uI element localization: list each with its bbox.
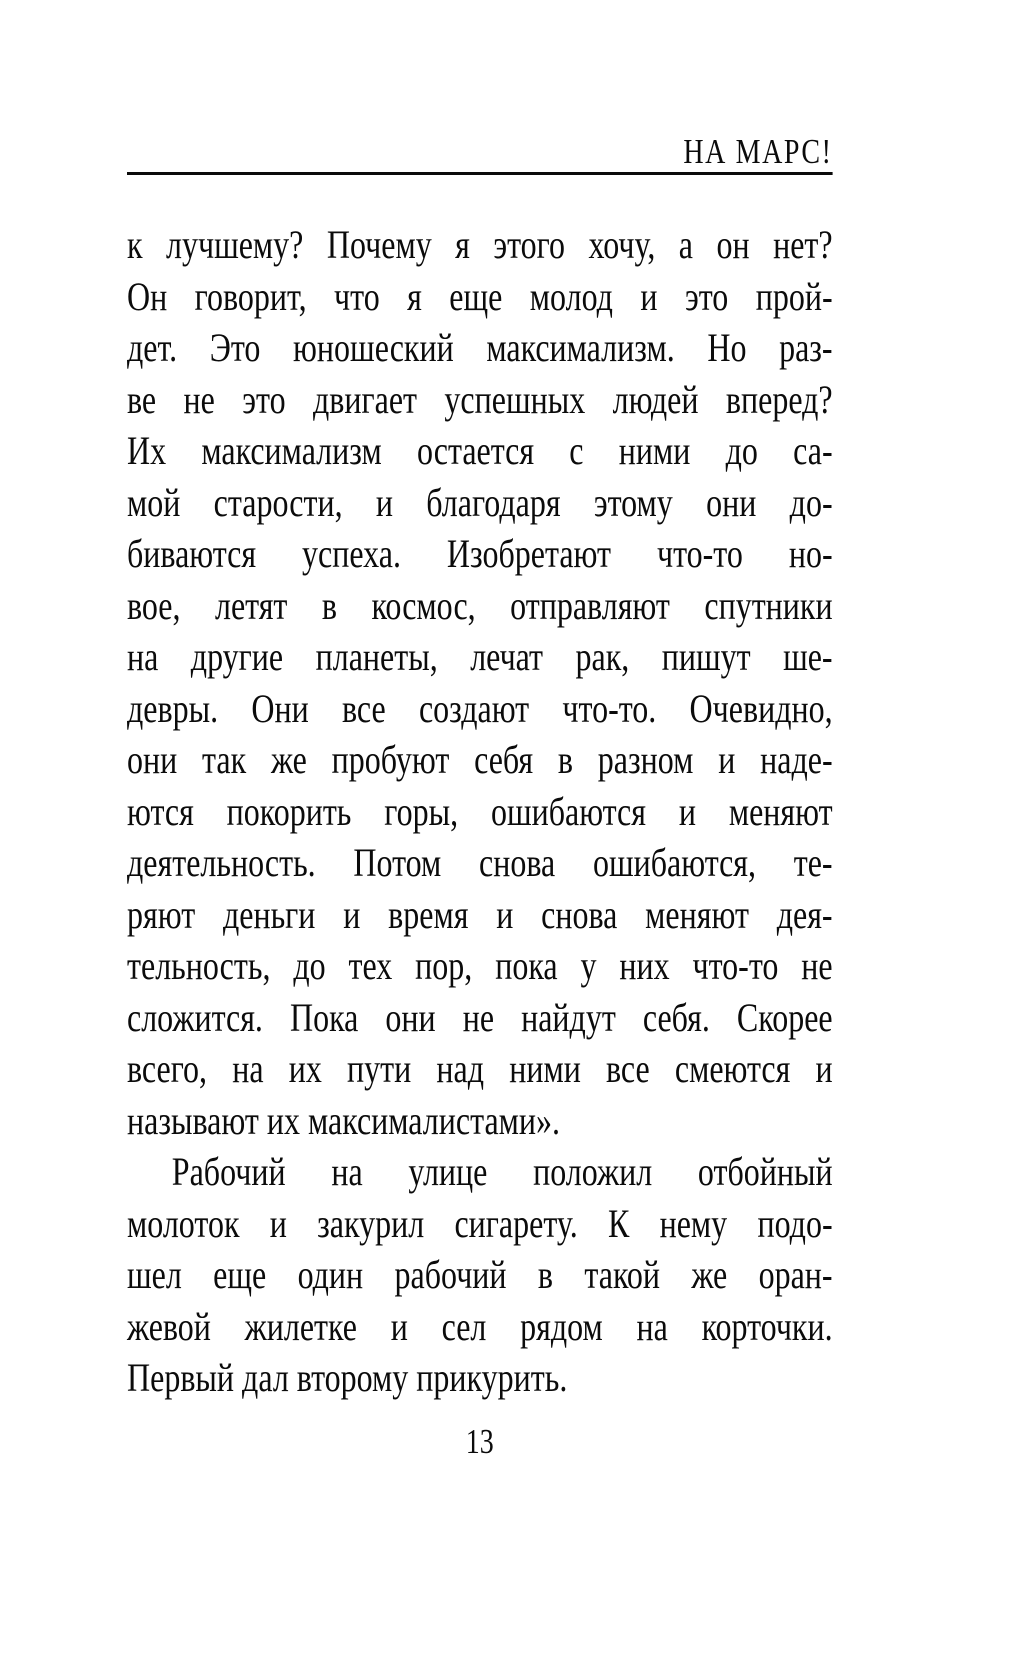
text-line: деятельность. Потом снова ошибаются, те- — [127, 840, 833, 885]
text-line: дет. Это юношеский максимализм. Но раз- — [127, 325, 833, 370]
text-line: ряют деньги и время и снова меняют дея- — [127, 891, 833, 937]
text-line: Первый дал второму прикурить. — [127, 1355, 568, 1400]
page-number: 13 — [465, 1421, 494, 1461]
text-line: Рабочий на улице положил отбойный — [171, 1149, 833, 1194]
running-header — [127, 131, 833, 172]
page-column — [127, 0, 833, 1462]
text-line: шел еще один рабочий в такой же оран- — [127, 1252, 833, 1297]
text-line: называют их максималистами». — [127, 1097, 561, 1143]
text-line: молоток и закурил сигарету. К нему подо- — [127, 1200, 833, 1246]
text-line: они так же пробуют себя в разном и наде- — [127, 737, 833, 782]
text-line: вое, летят в космос, отправляют спутники — [127, 582, 833, 628]
text-line: на другие планеты, лечат рак, пишут ше- — [127, 634, 833, 679]
text-line: биваются успеха. Изобретают что-то но- — [127, 531, 833, 576]
text-line: сложится. Пока они не найдут себя. Скорее — [127, 994, 833, 1040]
text-line: мой старости, и благодаря этому они до- — [127, 479, 833, 525]
text-line: ются покорить горы, ошибаются и меняют — [127, 788, 833, 834]
body-text — [127, 219, 833, 1404]
text-line: девры. Они все создают что-то. Очевидно, — [127, 685, 833, 731]
text-line: к лучшему? Почему я этого хочу, а он нет? — [127, 222, 833, 267]
running-header-title: НА МАРС! — [683, 132, 833, 171]
text-line: всего, на их пути над ними все смеются и — [127, 1046, 833, 1091]
text-line: жевой жилетке и сел рядом на корточки. — [127, 1303, 833, 1349]
header-rule — [127, 172, 833, 175]
text-line: тельность, до тех пор, пока у них что-то не — [127, 943, 833, 988]
text-line: Их максимализм остается с ними до са- — [127, 428, 833, 473]
text-line: Он говорит, что я еще молод и это прой- — [127, 273, 833, 319]
text-line: ве не это двигает успешных людей вперед? — [127, 376, 833, 422]
